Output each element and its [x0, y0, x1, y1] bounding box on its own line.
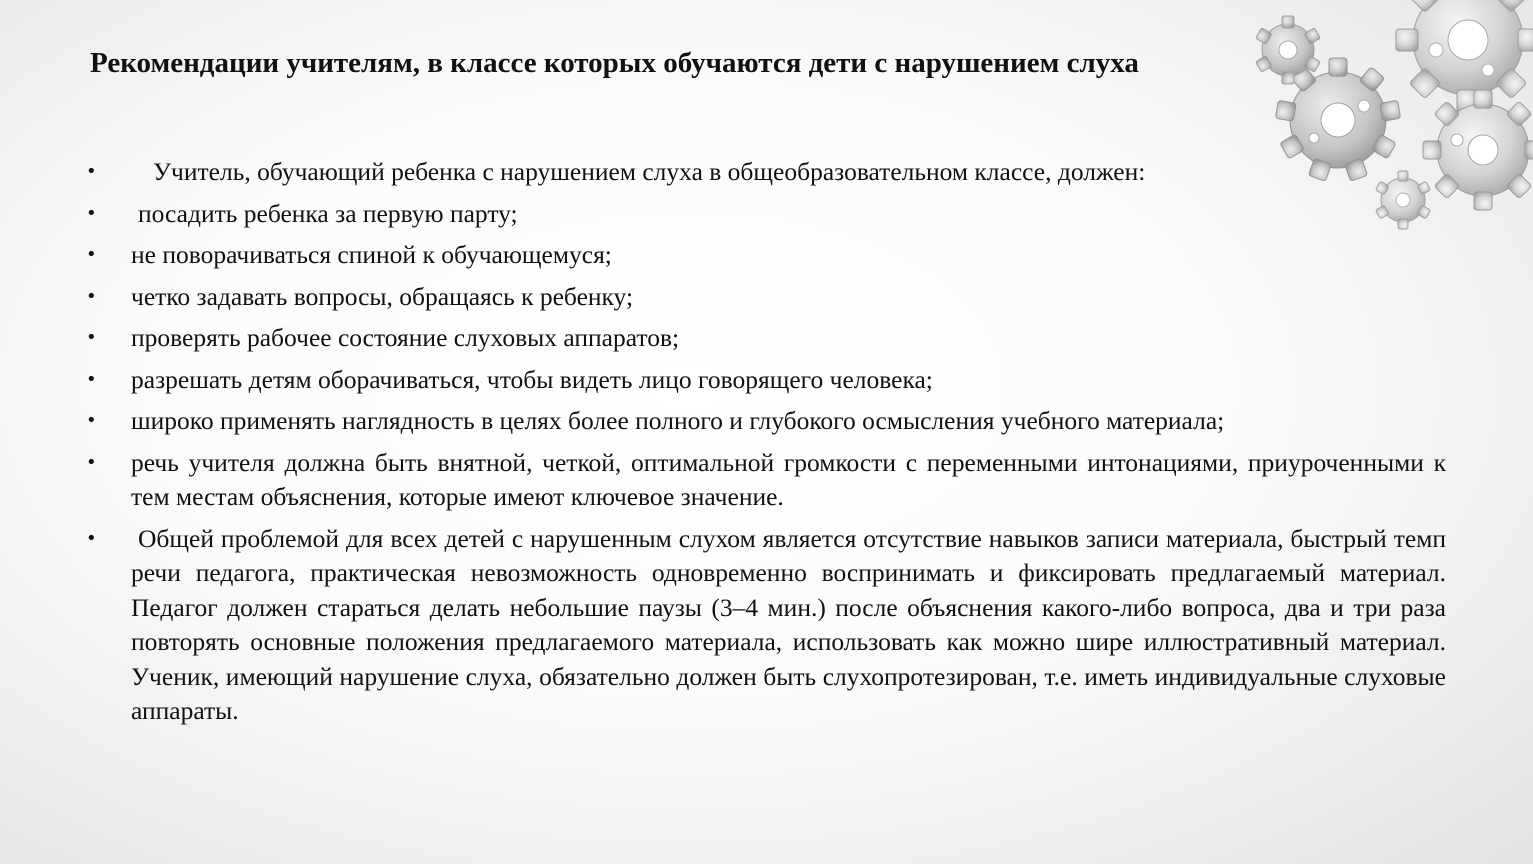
slide-content — [86, 155, 1446, 736]
list-item — [86, 446, 1446, 515]
list-item — [86, 522, 1446, 729]
list-item-text: посадить ребенка за первую парту; — [138, 198, 518, 228]
list-item-text: проверять рабочее состояние слуховых аппаратов; — [131, 323, 680, 352]
bullet-icon: • — [86, 410, 97, 431]
list-item-text: четко задавать вопросы, обращаясь к ребенку; — [131, 281, 634, 311]
slide-title: Рекомендации учителям, в классе которых обучаются дети с нарушением слуха — [90, 47, 1139, 79]
list-item-text: не поворачиваться спиной к обучающемуся; — [131, 240, 612, 269]
bullet-icon: • — [86, 285, 97, 307]
list-item-text: разрешать детям оборачиваться, чтобы видеть лицо говорящего человека; — [131, 364, 933, 394]
bullet-icon: • — [86, 327, 97, 348]
recommendation-list — [86, 155, 1446, 729]
list-item — [86, 363, 1446, 398]
list-item — [86, 155, 1446, 190]
bullet-icon: • — [86, 161, 97, 182]
list-item-text: Общей проблемой для всех детей с нарушенным слухом является отсутствие навыков записи материала, быстрый темп речи педагога, практическая невозможность одновременно воспринимать и фиксировать предлагаемый материал. Педагог должен стараться делать небольшие паузы (3–4 мин.) после объяснения какого-либо вопроса, два и три раза повторять основные положения предлагаемого материала, использовать как можно шире иллюстративный материал. Ученик, имеющий нарушение слуха, обязательно должен быть слухопротезирован, т.е. иметь индивидуальные слуховые аппараты. — [131, 523, 1446, 725]
bullet-icon: • — [86, 527, 97, 549]
list-item — [86, 404, 1446, 439]
list-item — [86, 280, 1446, 315]
list-item — [86, 238, 1446, 273]
list-item-text: Учитель, обучающий ребенка с нарушением слуха в общеобразовательном классе, должен: — [153, 157, 1146, 186]
bullet-icon: • — [86, 244, 97, 265]
list-item-text: речь учителя должна быть внятной, четкой, оптимальной громкости с переменными интонациями, приуроченными к тем местам объяснения, которые имеют ключевое значение. — [131, 447, 1446, 511]
bullet-icon: • — [86, 451, 97, 473]
bullet-icon: • — [86, 368, 97, 390]
bullet-icon: • — [86, 202, 97, 224]
list-item-text: широко применять наглядность в целях более полного и глубокого осмысления учебного материала; — [131, 406, 1225, 435]
list-item — [86, 321, 1446, 356]
list-item — [86, 197, 1446, 232]
